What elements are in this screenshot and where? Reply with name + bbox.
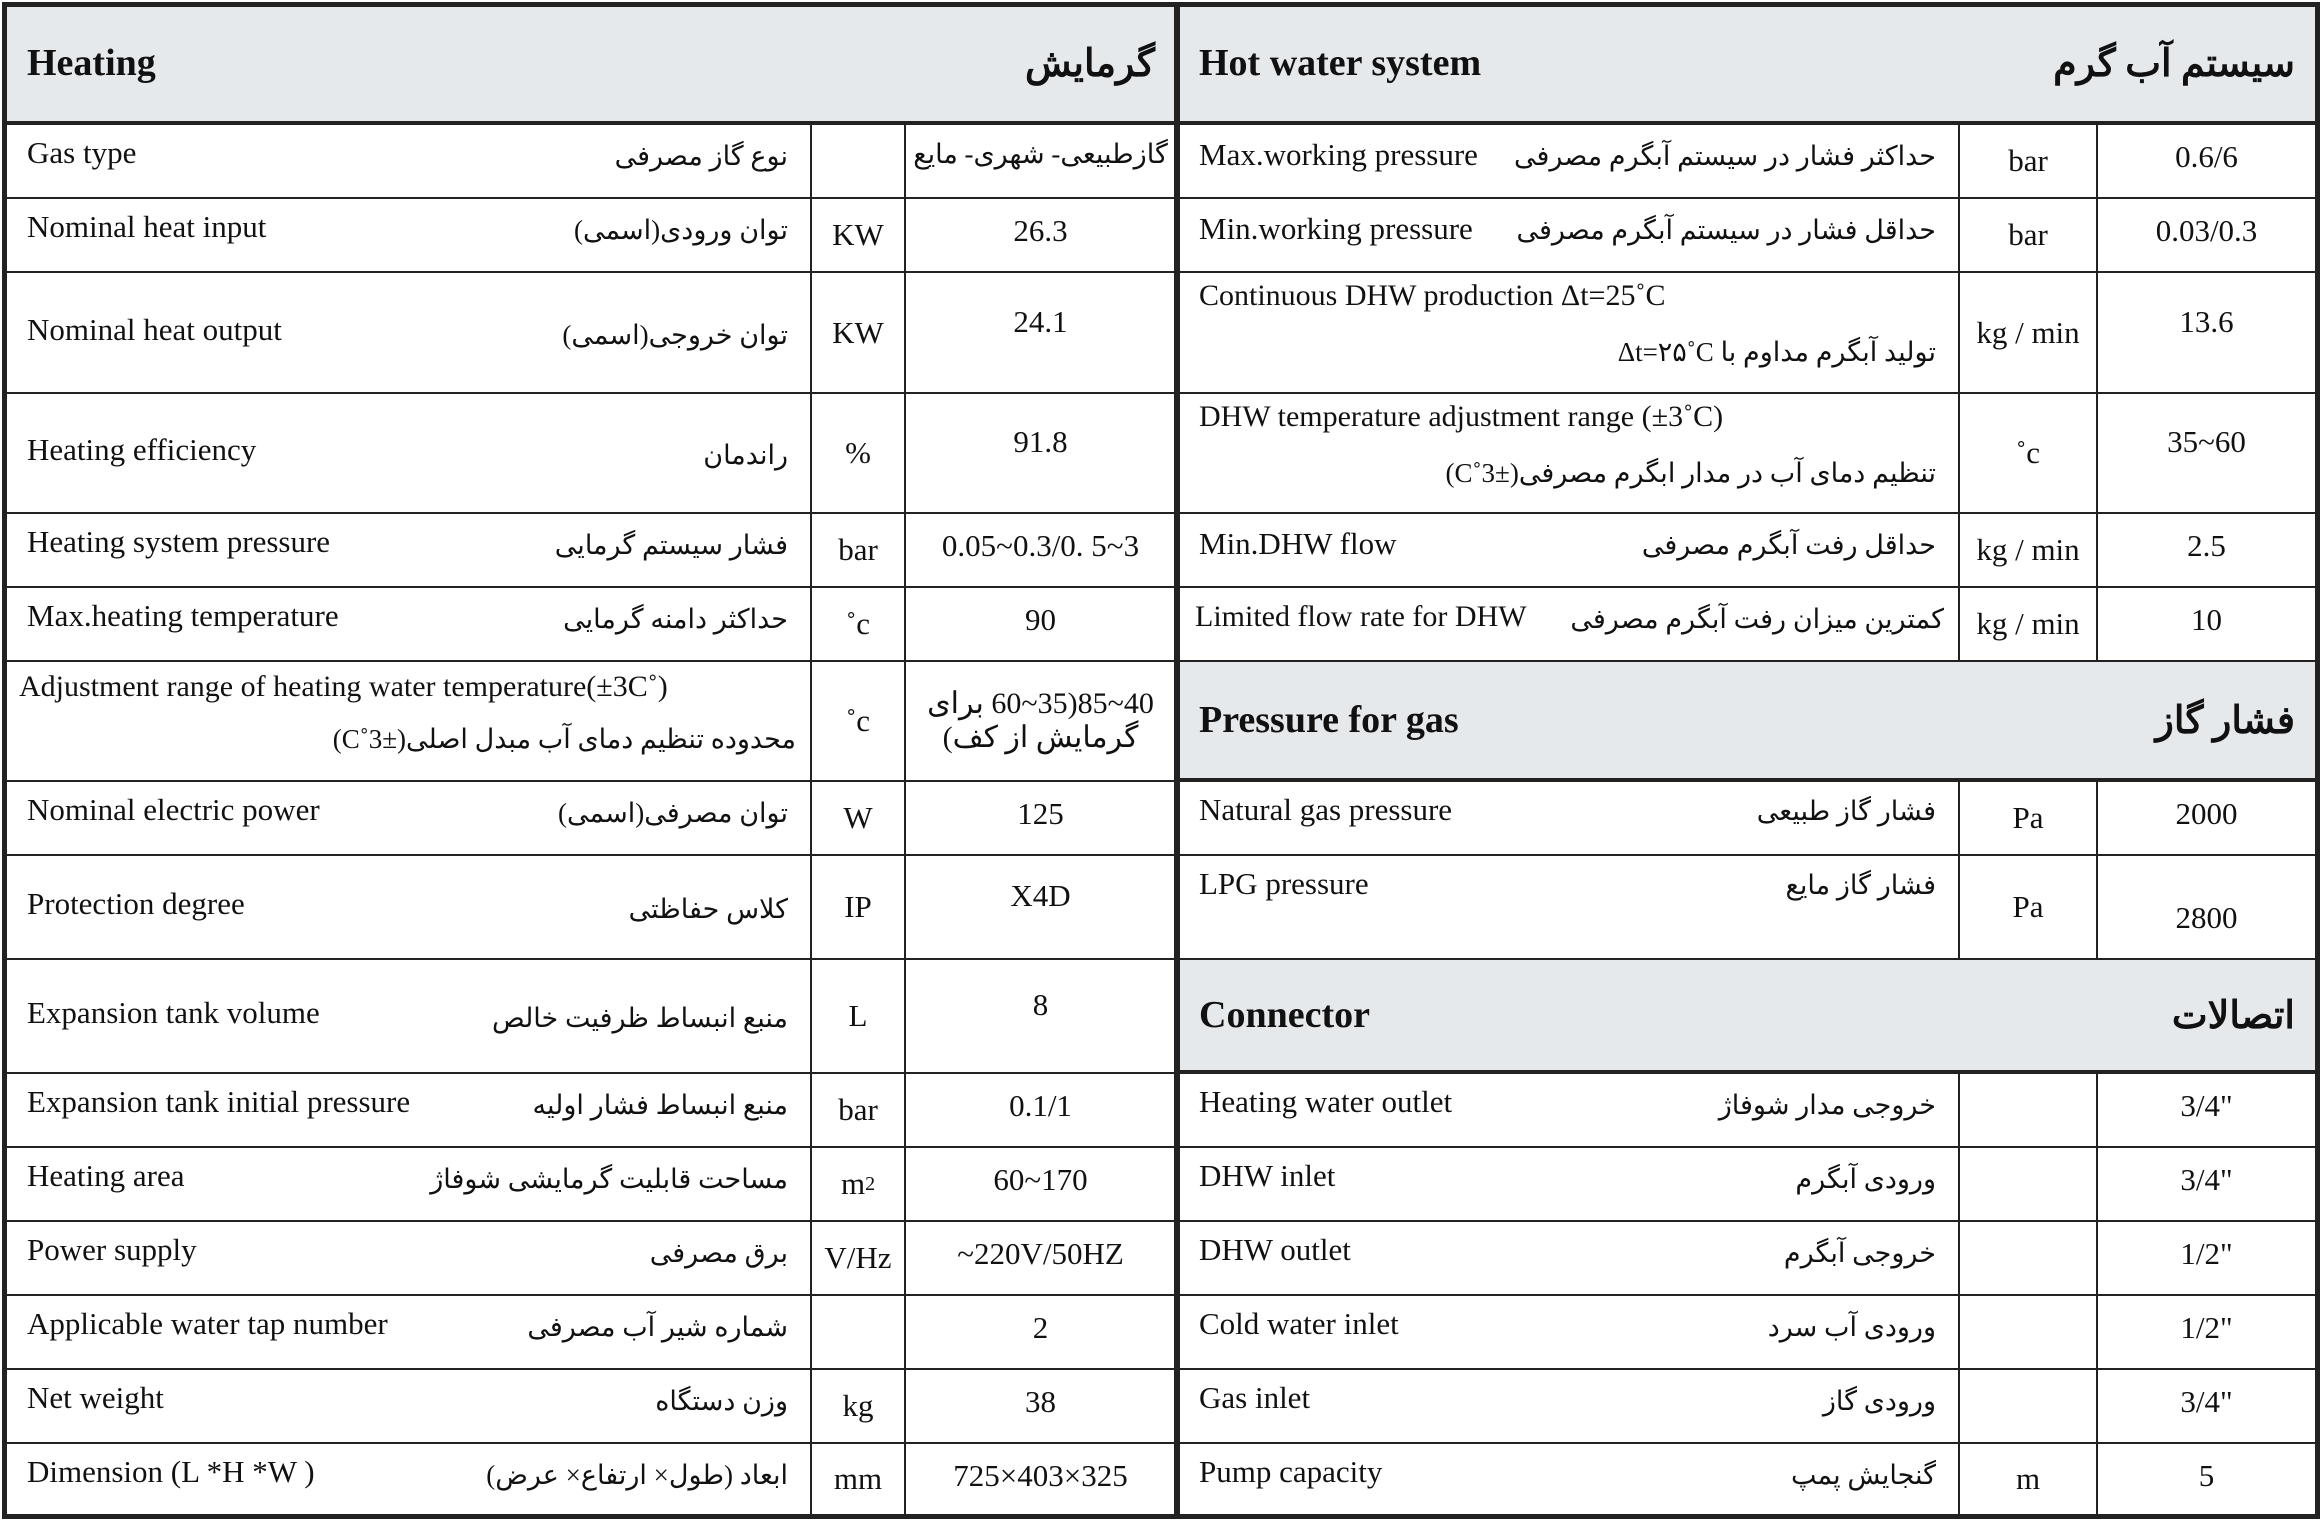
heating-row-desc: [5, 856, 812, 960]
gas-pressure-row-unit: [1960, 856, 2098, 960]
param-name-fa: وزن دستگاه: [655, 1386, 788, 1416]
connector-row-unit: [1960, 1296, 2098, 1370]
param-unit: bar: [838, 1092, 878, 1127]
param-unit: m: [2015, 1461, 2041, 1496]
param-value: 0.6/6: [2175, 139, 2238, 174]
param-name-fa: نوع گاز مصرفی: [614, 141, 788, 171]
connector-row-value: [2098, 1370, 2317, 1444]
param-name-fa: حداقل فشار در سیستم آبگرم مصرفی: [1516, 215, 1936, 245]
heating-row-unit: [812, 1296, 906, 1370]
heating-row-unit: [812, 394, 906, 514]
connector-row-desc: [1177, 1444, 1960, 1516]
heating-row-value: [906, 1148, 1177, 1222]
heating-row-unit: [812, 125, 906, 199]
heating-row-desc: [5, 1148, 812, 1222]
hot-water-row-desc: [1177, 394, 1960, 514]
param-value: 2: [1032, 1310, 1049, 1345]
heating-row-value: [906, 199, 1177, 273]
heating-header-title-fa: گرمایش: [1024, 42, 1155, 85]
connector-row-value: [2098, 1148, 2317, 1222]
param-value: 13.6: [2179, 303, 2234, 339]
hot-water-header-title-fa: سیستم آب گرم: [2053, 42, 2295, 85]
connector-header-title-fa: اتصالات: [2171, 994, 2295, 1037]
param-name-en: Continuous DHW production Δt=25˚C: [1199, 279, 1666, 312]
param-name-en: Max.working pressure: [1199, 137, 1478, 172]
heating-row-value: [906, 588, 1177, 662]
heating-row-desc: [5, 588, 812, 662]
heating-row-desc: [5, 1444, 812, 1516]
heating-row-unit: [812, 1148, 906, 1222]
heating-row-unit: [812, 1444, 906, 1516]
connector-row-value: [2098, 1074, 2317, 1148]
heating-row-unit: [812, 662, 906, 782]
heating-row-unit: [812, 782, 906, 856]
param-value: 35~60: [2167, 424, 2246, 459]
hot-water-row-unit: [1960, 273, 2098, 394]
param-value: 0.1/1: [1009, 1088, 1072, 1123]
heating-row-unit: [812, 1074, 906, 1148]
hot-water-row-value: [2098, 588, 2317, 662]
connector-header: [1177, 960, 2317, 1074]
param-name-en: Heating efficiency: [27, 432, 257, 467]
param-name-en: DHW inlet: [1199, 1158, 1336, 1193]
param-name-fa: گنجایش پمپ: [1791, 1460, 1936, 1490]
param-unit: W: [843, 800, 873, 835]
param-value: 90: [1025, 602, 1056, 637]
heating-row-desc: [5, 662, 812, 782]
heating-header: [5, 5, 1177, 125]
param-value: 38: [1025, 1384, 1056, 1419]
hot-water-row-value: [2098, 514, 2317, 588]
heating-row-desc: [5, 273, 812, 394]
param-name-fa: محدوده تنظیم دمای آب مبدل اصلی(±3˚C): [332, 724, 796, 754]
param-name-fa: حداقل رفت آبگرم مصرفی: [1641, 530, 1936, 560]
param-name-en: Protection degree: [27, 886, 245, 921]
param-name-fa: توان مصرفی(اسمی): [558, 798, 788, 828]
param-value: 3/4": [2180, 1162, 2233, 1197]
hot-water-row-desc: [1177, 514, 1960, 588]
param-name-fa: کلاس حفاظتی: [628, 894, 788, 924]
param-name-en: Expansion tank initial pressure: [27, 1084, 411, 1119]
connector-header-title-en: Connector: [1199, 994, 1370, 1036]
param-name-en: DHW outlet: [1199, 1232, 1351, 1267]
heating-row-unit: [812, 199, 906, 273]
param-unit: kg / min: [1976, 532, 2080, 567]
connector-row-unit: [1960, 1370, 2098, 1444]
param-name-fa: برق مصرفی: [649, 1238, 788, 1268]
param-unit: IP: [844, 889, 872, 924]
heating-row-value: [906, 662, 1177, 782]
param-value: 0.03/0.3: [2155, 213, 2258, 248]
param-name-en: Pump capacity: [1199, 1454, 1383, 1489]
param-unit: ˚c: [845, 606, 871, 641]
connector-row-unit: [1960, 1074, 2098, 1148]
param-value: 0.05~0.3/0. 5~3: [941, 528, 1140, 563]
param-name-en: Nominal heat input: [27, 209, 267, 244]
param-name-fa: کمترین میزان رفت آبگرم مصرفی: [1570, 604, 1944, 634]
heating-row-unit: [812, 273, 906, 394]
param-value: 2.5: [2187, 528, 2226, 563]
param-name-fa: ورودی گاز: [1822, 1386, 1936, 1416]
gas-pressure-row-unit: [1960, 782, 2098, 856]
param-name-fa: تولید آبگرم مداوم با Δt=۲۵˚C: [1617, 337, 1936, 367]
heating-row-value: [906, 1444, 1177, 1516]
heating-row-unit: [812, 588, 906, 662]
heating-row-value: [906, 782, 1177, 856]
heating-row-value: [906, 1222, 1177, 1296]
param-value: 5: [2198, 1458, 2215, 1493]
heating-row-value: [906, 856, 1177, 960]
param-value: گازطبیعی- شهری- مایع: [913, 139, 1168, 169]
param-value: 8: [1032, 987, 1049, 1022]
heating-row-value: [906, 514, 1177, 588]
heating-row-value: [906, 960, 1177, 1074]
param-name-en: Heating water outlet: [1199, 1084, 1453, 1119]
connector-row-unit: [1960, 1148, 2098, 1222]
connector-row-desc: [1177, 1370, 1960, 1444]
param-value: 2000: [2175, 796, 2238, 831]
param-name-fa: حداکثر دامنه گرمایی: [563, 604, 788, 634]
param-name-fa: ورودی آب سرد: [1767, 1312, 1936, 1342]
connector-row-desc: [1177, 1296, 1960, 1370]
param-name-fa: ابعاد (طول× ارتفاع× عرض): [486, 1460, 788, 1490]
param-value: 10: [2191, 602, 2222, 637]
param-value: ~220V/50HZ: [957, 1236, 1124, 1271]
gas-pressure-row-value: [2098, 782, 2317, 856]
param-name-en: LPG pressure: [1199, 866, 1369, 901]
connector-row-desc: [1177, 1148, 1960, 1222]
heating-header-title-en: Heating: [27, 42, 156, 84]
gas-pressure-row-desc: [1177, 856, 1960, 960]
param-name-en: Min.working pressure: [1199, 211, 1473, 246]
param-name-en: DHW temperature adjustment range (±3˚C): [1199, 400, 1724, 433]
param-value: 3/4": [2180, 1088, 2233, 1123]
heating-row-unit: [812, 960, 906, 1074]
hot-water-row-unit: [1960, 199, 2098, 273]
param-name-fa: فشار سیستم گرمایی: [554, 530, 788, 560]
param-name-en: Cold water inlet: [1199, 1306, 1399, 1341]
heating-row-unit: [812, 1370, 906, 1444]
param-name-en: Applicable water tap number: [27, 1306, 388, 1341]
param-name-en: Dimension (L *H *W ): [27, 1454, 315, 1489]
param-unit: %: [845, 435, 871, 470]
heating-row-desc: [5, 199, 812, 273]
param-name-en: Heating area: [27, 1158, 185, 1193]
param-unit: m: [840, 1166, 866, 1201]
hot-water-row-value: [2098, 394, 2317, 514]
hot-water-row-unit: [1960, 588, 2098, 662]
heating-row-unit: [812, 856, 906, 960]
param-value: 1/2": [2180, 1236, 2233, 1271]
param-name-fa: توان ورودی(اسمی): [573, 215, 788, 245]
param-name-en: Gas type: [27, 135, 137, 170]
param-unit: KW: [832, 314, 884, 350]
param-value: 125: [1017, 796, 1064, 831]
param-unit: bar: [2008, 143, 2048, 178]
connector-row-desc: [1177, 1222, 1960, 1296]
param-name-fa: ورودی آبگرم: [1795, 1164, 1936, 1194]
param-name-fa: منبع انبساط ظرفیت خالص: [492, 1003, 788, 1033]
param-name-fa: حداکثر فشار در سیستم آبگرم مصرفی: [1513, 141, 1936, 171]
param-name-en: Expansion tank volume: [27, 995, 320, 1030]
heating-row-desc: [5, 782, 812, 856]
param-value: 60~170: [993, 1162, 1088, 1197]
param-value: 2800: [2175, 900, 2238, 935]
heating-row-desc: [5, 1296, 812, 1370]
param-name-en: Limited flow rate for DHW: [1195, 600, 1527, 633]
unit-superscript: 2: [865, 1172, 876, 1195]
hot-water-row-value: [2098, 273, 2317, 394]
param-name-fa: فشار گاز مایع: [1785, 870, 1936, 900]
param-unit: bar: [838, 532, 878, 567]
heating-row-value: [906, 1296, 1177, 1370]
param-unit: ˚c: [845, 703, 871, 738]
hot-water-header: [1177, 5, 2317, 125]
hot-water-row-unit: [1960, 125, 2098, 199]
hot-water-row-value: [2098, 125, 2317, 199]
param-unit: kg / min: [1976, 314, 2080, 350]
param-name-en: Net weight: [27, 1380, 164, 1415]
heating-row-unit: [812, 514, 906, 588]
param-value: 24.1: [1013, 303, 1068, 339]
param-unit: mm: [833, 1461, 883, 1496]
param-name-en: Natural gas pressure: [1199, 792, 1453, 827]
param-unit: ˚c: [2015, 435, 2041, 470]
heating-row-unit: [812, 1222, 906, 1296]
param-name-fa: شماره شیر آب مصرفی: [527, 1312, 788, 1342]
param-name-en: Nominal heat output: [27, 311, 282, 347]
param-value: 725×403×325: [953, 1458, 1128, 1493]
heating-row-desc: [5, 1222, 812, 1296]
heating-row-value: [906, 273, 1177, 394]
heating-row-value: [906, 125, 1177, 199]
param-unit: bar: [2008, 217, 2048, 252]
heating-row-desc: [5, 960, 812, 1074]
param-name-en: Adjustment range of heating water temperature(±3C˚): [19, 670, 668, 703]
connector-row-value: [2098, 1444, 2317, 1516]
param-name-fa: منبع انبساط فشار اولیه: [532, 1090, 788, 1120]
hot-water-row-desc: [1177, 588, 1960, 662]
param-name-en: Heating system pressure: [27, 524, 331, 559]
heating-row-value: [906, 1370, 1177, 1444]
param-name-en: Max.heating temperature: [27, 598, 339, 633]
connector-row-value: [2098, 1296, 2317, 1370]
hot-water-row-desc: [1177, 273, 1960, 394]
param-value: 91.8: [1013, 424, 1068, 459]
param-value: 40~85(35~60 برای گرمایش از کف): [927, 687, 1154, 754]
param-unit: V/Hz: [824, 1240, 892, 1275]
param-value: 1/2": [2180, 1310, 2233, 1345]
param-name-fa: توان خروجی(اسمی): [562, 319, 788, 350]
param-unit: kg: [842, 1388, 874, 1423]
connector-row-unit: [1960, 1222, 2098, 1296]
param-unit: Pa: [2012, 800, 2044, 835]
hot-water-row-value: [2098, 199, 2317, 273]
param-name-fa: تنظیم دمای آب در مدار ابگرم مصرفی(±3˚C): [1445, 458, 1936, 488]
param-unit: kg / min: [1976, 606, 2080, 641]
param-name-fa: خروجی مدار شوفاژ: [1718, 1090, 1936, 1120]
param-name-fa: خروجی آبگرم: [1783, 1238, 1936, 1268]
hot-water-row-desc: [1177, 199, 1960, 273]
connector-row-desc: [1177, 1074, 1960, 1148]
heating-row-desc: [5, 125, 812, 199]
heating-row-value: [906, 1074, 1177, 1148]
gas-pressure-row-value: [2098, 856, 2317, 960]
gas-pressure-header-title-fa: فشار گاز: [2155, 699, 2295, 742]
heating-row-desc: [5, 514, 812, 588]
gas-pressure-header: [1177, 662, 2317, 782]
param-value: X4D: [1010, 878, 1071, 913]
heating-row-value: [906, 394, 1177, 514]
param-name-fa: راندمان: [703, 440, 788, 470]
param-name-en: Gas inlet: [1199, 1380, 1311, 1415]
heating-row-desc: [5, 394, 812, 514]
gas-pressure-header-title-en: Pressure for gas: [1199, 699, 1459, 741]
gas-pressure-row-desc: [1177, 782, 1960, 856]
param-value: 26.3: [1013, 213, 1068, 248]
hot-water-row-unit: [1960, 394, 2098, 514]
param-unit: L: [848, 998, 868, 1033]
param-name-en: Nominal electric power: [27, 792, 320, 827]
param-value: 3/4": [2180, 1384, 2233, 1419]
param-name-en: Min.DHW flow: [1199, 526, 1397, 561]
param-name-en: Power supply: [27, 1232, 197, 1267]
heating-row-desc: [5, 1074, 812, 1148]
connector-row-unit: [1960, 1444, 2098, 1516]
param-unit: KW: [832, 217, 884, 252]
param-unit: Pa: [2012, 889, 2044, 924]
hot-water-row-unit: [1960, 514, 2098, 588]
connector-row-value: [2098, 1222, 2317, 1296]
param-name-fa: فشار گاز طبیعی: [1756, 796, 1936, 826]
heating-row-desc: [5, 1370, 812, 1444]
hot-water-row-desc: [1177, 125, 1960, 199]
hot-water-header-title-en: Hot water system: [1199, 42, 1482, 84]
param-name-fa: مساحت قابلیت گرمایشی شوفاژ: [430, 1164, 788, 1194]
